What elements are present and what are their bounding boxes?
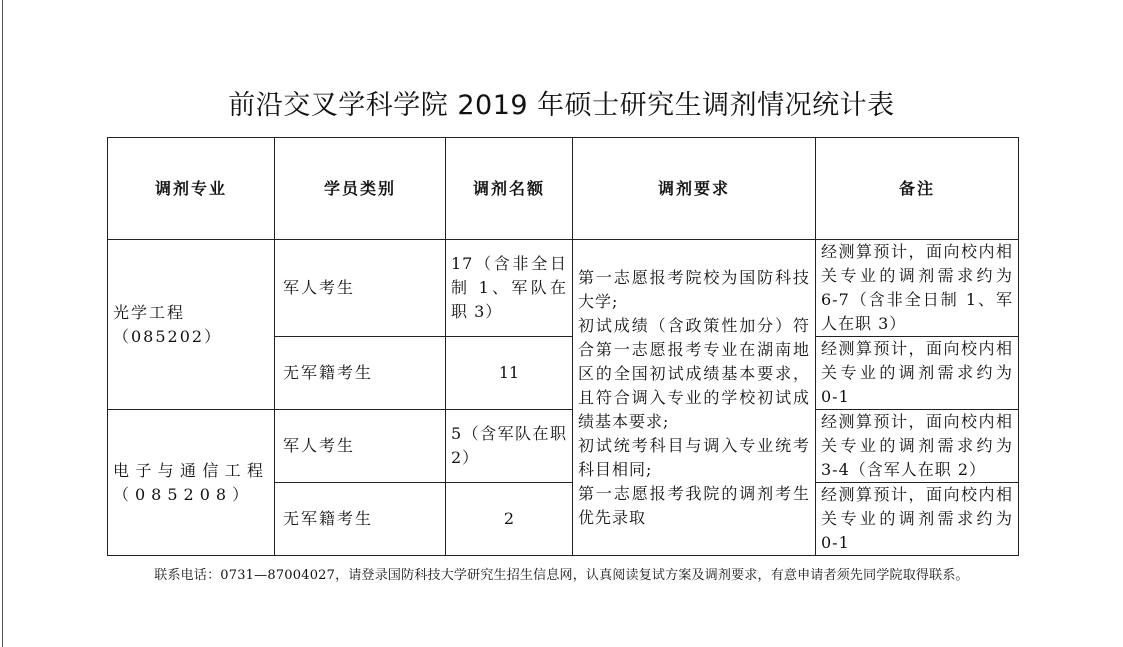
requirements-cell [573, 240, 816, 556]
quota-cell: 2 [446, 483, 573, 556]
category-cell: 军人考生 [275, 410, 446, 483]
header-category: 学员类别 [275, 138, 446, 240]
adjustment-table [107, 137, 1019, 556]
table-row [108, 240, 1019, 337]
requirement-item: 初试统考科目与调入专业统考科目相同; [578, 436, 810, 479]
category-cell: 军人考生 [275, 240, 446, 337]
remarks-cell: 经测算预计，面向校内相关专业的调剂需求约为 0-1 [816, 483, 1019, 556]
requirement-item: 第一志愿报考院校为国防科技大学; [578, 268, 810, 311]
category-cell: 无军籍考生 [275, 483, 446, 556]
remarks-cell: 经测算预计，面向校内相关专业的调剂需求约为 6-7（含非全日制 1、军人在职 3） [816, 240, 1019, 337]
major-cell-optical: 光学工程（085202） [108, 240, 275, 410]
header-row [108, 138, 1019, 240]
category-cell: 无军籍考生 [275, 337, 446, 410]
page-title: 前沿交叉学科学院 2019 年硕士研究生调剂情况统计表 [228, 90, 895, 121]
header-requirements: 调剂要求 [573, 138, 816, 240]
header-remarks: 备注 [816, 138, 1019, 240]
requirement-item: 第一志愿报考我院的调剂考生优先录取 [578, 484, 810, 527]
remarks-cell: 经测算预计，面向校内相关专业的调剂需求约为 3-4（含军人在职 2） [816, 410, 1019, 483]
major-cell-electronic: 电子与通信工程（085208） [108, 410, 275, 556]
contact-footer: 联系电话：0731—87004027，请登录国防科技大学研究生招生信息网，认真阅读复试方案及调剂要求，有意申请者须先同学院取得联系。 [154, 568, 969, 583]
quota-cell: 17（含非全日制 1、军队在职 3） [446, 240, 573, 337]
requirement-item: 初试成绩（含政策性加分）符合第一志愿报考专业在湖南地区的全国初试成绩基本要求，且符合调入专业的学校初试成绩基本要求; [578, 316, 810, 431]
table-row [108, 410, 1019, 483]
quota-cell: 11 [446, 337, 573, 410]
header-major: 调剂专业 [108, 138, 275, 240]
remarks-cell: 经测算预计，面向校内相关专业的调剂需求约为 0-1 [816, 337, 1019, 410]
header-quota: 调剂名额 [446, 138, 573, 240]
quota-cell: 5（含军队在职 2） [446, 410, 573, 483]
